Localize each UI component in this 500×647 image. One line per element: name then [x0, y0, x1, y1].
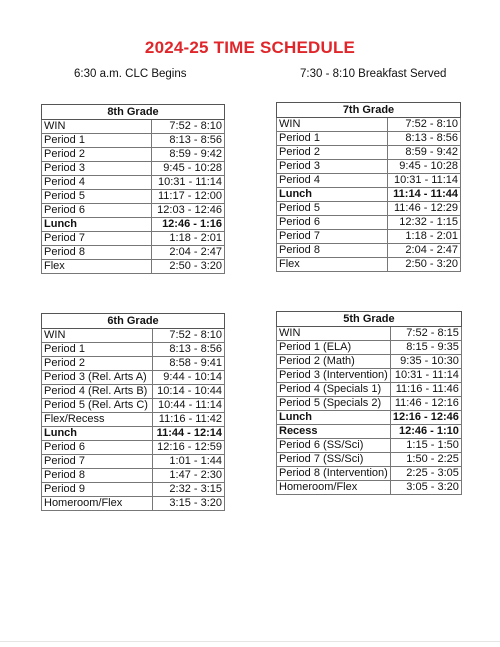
period-label: Period 5 — [42, 190, 152, 204]
period-time: 11:14 - 11:44 — [388, 188, 461, 202]
schedule-row — [42, 483, 225, 497]
schedule-row — [42, 246, 225, 260]
period-label: Period 1 — [42, 134, 152, 148]
period-time: 11:46 - 12:29 — [388, 202, 461, 216]
period-label: Period 4 (Specials 1) — [277, 383, 391, 397]
schedule-row — [277, 467, 462, 481]
grade-6-schedule-table — [41, 313, 225, 511]
period-label: Flex — [277, 258, 388, 272]
grade-6-header: 6th Grade — [42, 314, 225, 329]
period-time: 2:04 - 2:47 — [152, 246, 225, 260]
period-time: 1:50 - 2:25 — [390, 453, 461, 467]
schedule-row — [42, 469, 225, 483]
period-label: Period 5 — [277, 202, 388, 216]
period-time: 8:13 - 8:56 — [152, 134, 225, 148]
grade-5-schedule-table — [276, 311, 462, 495]
period-time: 2:25 - 3:05 — [390, 467, 461, 481]
schedule-row — [42, 232, 225, 246]
period-time: 8:15 - 9:35 — [390, 341, 461, 355]
period-label: Period 3 (Rel. Arts A) — [42, 371, 153, 385]
period-label: Period 9 — [42, 483, 153, 497]
schedule-row — [42, 371, 225, 385]
schedule-row — [277, 132, 461, 146]
period-time: 1:18 - 2:01 — [388, 230, 461, 244]
schedule-row — [277, 383, 462, 397]
period-time: 7:52 - 8:10 — [152, 120, 225, 134]
period-label: Period 8 (Intervention) — [277, 467, 391, 481]
schedule-row — [42, 455, 225, 469]
schedule-row — [277, 355, 462, 369]
breakfast-note: 7:30 - 8:10 Breakfast Served — [300, 68, 447, 80]
schedule-row — [277, 216, 461, 230]
schedule-row — [42, 148, 225, 162]
period-time: 1:47 - 2:30 — [152, 469, 224, 483]
period-label: Period 6 — [42, 441, 153, 455]
period-time: 9:44 - 10:14 — [152, 371, 224, 385]
schedule-row — [277, 341, 462, 355]
period-label: Period 6 (SS/Sci) — [277, 439, 391, 453]
period-label: Period 7 (SS/Sci) — [277, 453, 391, 467]
period-label: Period 3 — [42, 162, 152, 176]
schedule-row — [277, 327, 462, 341]
schedule-row — [42, 162, 225, 176]
schedule-row — [277, 202, 461, 216]
period-time: 10:31 - 11:14 — [390, 369, 461, 383]
schedule-row — [42, 427, 225, 441]
period-label: Period 2 — [42, 357, 153, 371]
period-time: 12:46 - 1:16 — [152, 218, 225, 232]
period-label: Period 2 — [277, 146, 388, 160]
schedule-row — [277, 397, 462, 411]
schedule-row — [42, 399, 225, 413]
schedule-row — [42, 441, 225, 455]
schedule-row — [277, 258, 461, 272]
schedule-row — [277, 453, 462, 467]
period-time: 3:05 - 3:20 — [390, 481, 461, 495]
period-label: Period 5 (Rel. Arts C) — [42, 399, 153, 413]
schedule-row — [42, 497, 225, 511]
schedule-row — [42, 120, 225, 134]
grade-5-header: 5th Grade — [277, 312, 462, 327]
period-label: Homeroom/Flex — [277, 481, 391, 495]
period-label: Period 8 — [42, 469, 153, 483]
period-label: Period 3 — [277, 160, 388, 174]
period-label: Period 7 — [42, 232, 152, 246]
period-label: Flex/Recess — [42, 413, 153, 427]
period-time: 2:04 - 2:47 — [388, 244, 461, 258]
schedule-row — [277, 244, 461, 258]
period-time: 12:16 - 12:46 — [390, 411, 461, 425]
period-label: Lunch — [42, 427, 153, 441]
page-edge-divider — [0, 641, 500, 642]
period-time: 12:03 - 12:46 — [152, 204, 225, 218]
period-time: 1:18 - 2:01 — [152, 232, 225, 246]
period-time: 11:46 - 12:16 — [390, 397, 461, 411]
period-time: 7:52 - 8:10 — [388, 118, 461, 132]
period-label: WIN — [42, 329, 153, 343]
schedule-row — [277, 481, 462, 495]
period-time: 8:58 - 9:41 — [152, 357, 224, 371]
period-time: 12:16 - 12:59 — [152, 441, 224, 455]
period-label: Period 1 (ELA) — [277, 341, 391, 355]
period-label: WIN — [277, 118, 388, 132]
period-time: 11:16 - 11:42 — [152, 413, 224, 427]
grade-7-schedule-table — [276, 102, 461, 272]
period-time: 10:44 - 11:14 — [152, 399, 224, 413]
period-label: Lunch — [277, 411, 391, 425]
period-time: 9:35 - 10:30 — [390, 355, 461, 369]
period-time: 8:59 - 9:42 — [152, 148, 225, 162]
period-label: Period 1 — [42, 343, 153, 357]
period-time: 2:32 - 3:15 — [152, 483, 224, 497]
period-label: Lunch — [42, 218, 152, 232]
schedule-row — [277, 425, 462, 439]
period-label: WIN — [42, 120, 152, 134]
schedule-row — [42, 260, 225, 274]
grade-8-header: 8th Grade — [42, 105, 225, 120]
grade-8-schedule-table — [41, 104, 225, 274]
period-time: 11:16 - 11:46 — [390, 383, 461, 397]
period-time: 2:50 - 3:20 — [388, 258, 461, 272]
schedule-row — [42, 134, 225, 148]
period-label: Period 3 (Intervention) — [277, 369, 391, 383]
schedule-row — [42, 357, 225, 371]
period-label: Period 5 (Specials 2) — [277, 397, 391, 411]
period-label: Period 7 — [42, 455, 153, 469]
schedule-row — [277, 160, 461, 174]
period-label: Period 2 — [42, 148, 152, 162]
period-label: Period 6 — [42, 204, 152, 218]
period-label: Lunch — [277, 188, 388, 202]
schedule-row — [277, 411, 462, 425]
period-time: 1:15 - 1:50 — [390, 439, 461, 453]
schedule-row — [42, 218, 225, 232]
period-label: Period 8 — [277, 244, 388, 258]
period-label: Period 2 (Math) — [277, 355, 391, 369]
schedule-row — [277, 230, 461, 244]
schedule-row — [42, 204, 225, 218]
period-label: Homeroom/Flex — [42, 497, 153, 511]
period-time: 8:59 - 9:42 — [388, 146, 461, 160]
period-time: 1:01 - 1:44 — [152, 455, 224, 469]
period-label: Period 7 — [277, 230, 388, 244]
period-time: 11:44 - 12:14 — [152, 427, 224, 441]
period-time: 2:50 - 3:20 — [152, 260, 225, 274]
schedule-row — [277, 146, 461, 160]
period-label: Flex — [42, 260, 152, 274]
schedule-row — [277, 118, 461, 132]
schedule-row — [277, 439, 462, 453]
schedule-row — [42, 190, 225, 204]
schedule-row — [277, 188, 461, 202]
period-label: Period 6 — [277, 216, 388, 230]
period-label: WIN — [277, 327, 391, 341]
period-time: 9:45 - 10:28 — [388, 160, 461, 174]
period-time: 7:52 - 8:15 — [390, 327, 461, 341]
schedule-row — [277, 174, 461, 188]
period-label: Period 8 — [42, 246, 152, 260]
schedule-row — [277, 369, 462, 383]
period-time: 10:31 - 11:14 — [388, 174, 461, 188]
period-time: 7:52 - 8:10 — [152, 329, 224, 343]
schedule-row — [42, 176, 225, 190]
period-time: 11:17 - 12:00 — [152, 190, 225, 204]
period-time: 9:45 - 10:28 — [152, 162, 225, 176]
clc-begins-note: 6:30 a.m. CLC Begins — [74, 68, 187, 80]
schedule-row — [42, 329, 225, 343]
schedule-row — [42, 343, 225, 357]
grade-7-header: 7th Grade — [277, 103, 461, 118]
period-time: 3:15 - 3:20 — [152, 497, 224, 511]
period-label: Recess — [277, 425, 391, 439]
period-time: 12:32 - 1:15 — [388, 216, 461, 230]
period-label: Period 1 — [277, 132, 388, 146]
period-time: 12:46 - 1:10 — [390, 425, 461, 439]
period-time: 10:14 - 10:44 — [152, 385, 224, 399]
page-title: 2024-25 TIME SCHEDULE — [144, 38, 356, 57]
period-time: 10:31 - 11:14 — [152, 176, 225, 190]
period-label: Period 4 — [277, 174, 388, 188]
period-time: 8:13 - 8:56 — [152, 343, 224, 357]
schedule-row — [42, 413, 225, 427]
period-time: 8:13 - 8:56 — [388, 132, 461, 146]
schedule-row — [42, 385, 225, 399]
period-label: Period 4 — [42, 176, 152, 190]
period-label: Period 4 (Rel. Arts B) — [42, 385, 153, 399]
